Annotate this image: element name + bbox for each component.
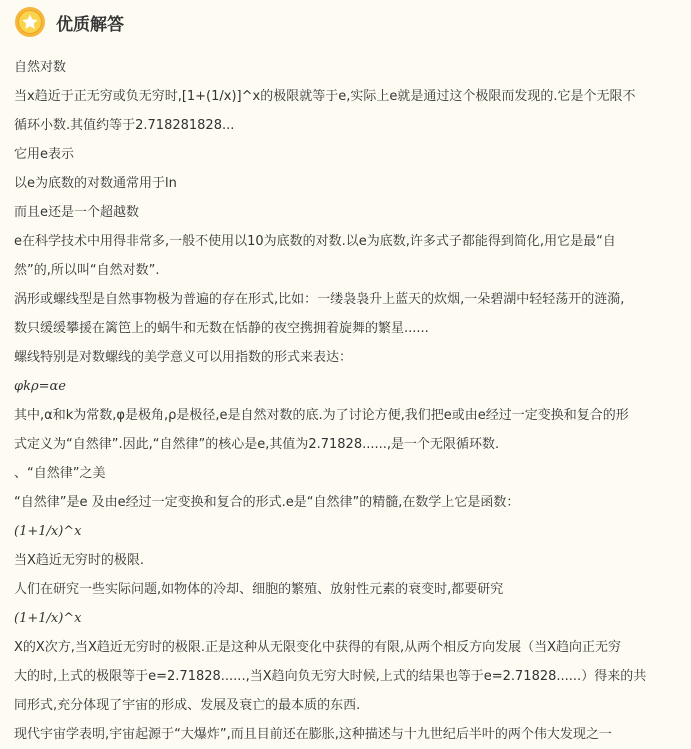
text-line: 其中,α和k为常数,φ是极角,ρ是极径,e是自然对数的底.为了讨论方便,我们把e或由e经过一定变换和复合的形 <box>14 408 629 423</box>
text-line: e在科学技术中用得非常多,一般不使用以10为底数的对数.以e为底数,许多式子都能得到简化,用它是最“自 <box>14 234 616 249</box>
text-line: 大的时,上式的极限等于e=2.71828......,当X趋向负无穷大时候,上式的结果也等于e=2.71828......）得来的共 <box>14 669 647 684</box>
text-line: 而且e还是一个超越数 <box>14 205 139 220</box>
text-line: 同形式,充分体现了宇宙的形成、发展及衰亡的最本质的东西. <box>14 698 361 713</box>
formula-line: (1+1/x)^x <box>14 524 82 539</box>
text-line: 现代宇宙学表明,宇宙起源于“大爆炸”,而且目前还在膨胀,这种描述与十九世纪后半叶的两个伟大发现之一 <box>14 727 612 742</box>
answer-header <box>14 6 124 38</box>
text-line: “自然律”是e 及由e经过一定变换和复合的形式.e是“自然律”的精髓,在数学上它是函数： <box>14 495 520 510</box>
formula-line: (1+1/x)^x <box>14 611 82 626</box>
text-line: 当X趋近无穷时的极限. <box>14 553 145 568</box>
formula-line: φkρ=αe <box>14 379 66 394</box>
text-line: 、“自然律”之美 <box>14 466 106 481</box>
text-line: 涡形或螺线型是自然事物极为普遍的存在形式,比如：一缕袅袅升上蓝天的炊烟,一朵碧湖中轻轻荡开的涟漪, <box>14 292 625 307</box>
text-line: 它用e表示 <box>14 147 74 162</box>
medal-icon <box>14 6 46 38</box>
header-title: 优质解答 <box>56 14 124 35</box>
text-line: 数只缓缓攀援在篱笆上的蜗牛和无数在恬静的夜空携拥着旋舞的繁星...... <box>14 321 429 336</box>
text-line: 自然对数 <box>14 60 67 75</box>
text-line: X的X次方,当X趋近无穷时的极限.正是这种从无限变化中获得的有限,从两个相反方向发展（当X趋向正无穷 <box>14 640 622 655</box>
text-line: 式定义为“自然律”.因此,“自然律”的核心是e,其值为2.71828......,是一个无限循环数. <box>14 437 500 452</box>
text-line: 以e为底数的对数通常用于ln <box>14 176 177 191</box>
text-line: 然”的,所以叫“自然对数”. <box>14 263 160 278</box>
text-line: 人们在研究一些实际问题,如物体的冷却、细胞的繁殖、放射性元素的衰变时,都要研究 <box>14 582 504 597</box>
text-line: 螺线特别是对数螺线的美学意义可以用指数的形式来表达： <box>14 350 353 365</box>
answer-content <box>14 53 674 749</box>
text-line: 当x趋近于正无穷或负无穷时,[1+(1/x)]^x的极限就等于e,实际上e就是通过这个极限而发现的.它是个无限不 <box>14 89 636 104</box>
text-line: 循环小数.其值约等于2.718281828... <box>14 118 235 133</box>
